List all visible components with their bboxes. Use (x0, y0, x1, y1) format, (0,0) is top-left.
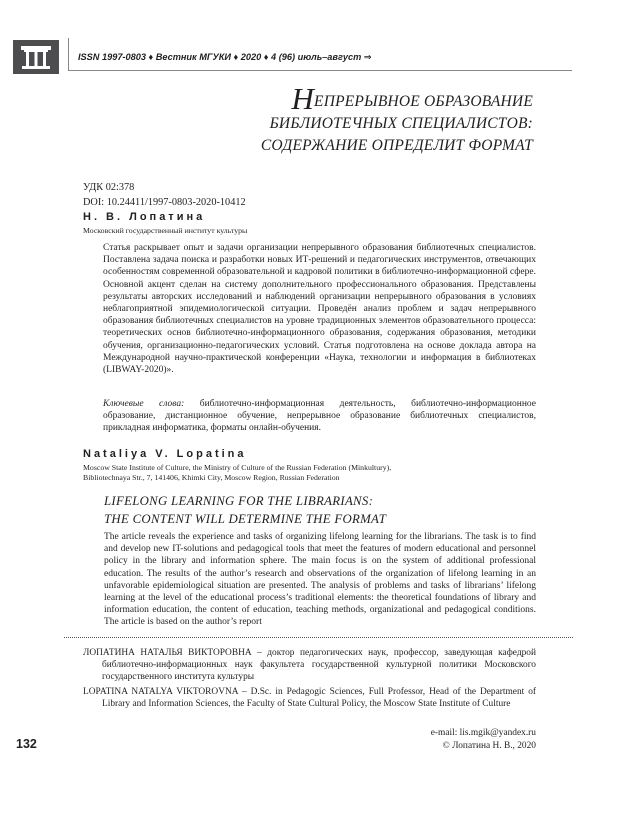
abstract-ru-text: Статья раскрывает опыт и задачи организации непрерывного образования библиотечных специалистов. Поставлена задача поиска и разработки новых ИТ-решений и педагогических инструментов, отвечающих особенностям современной образовательной и кадровой политики в библиотечно-информационной сфере. Основной акцент сделан на систему дополнительного профессионального образования. Представлены результаты авторских исследований и наблюдений организации непрерывного образования в условиях неблагоприятной эпидемиологической ситуации. Проведён анализ проблем и задач непрерывного образования библиотечных специалистов на уровне традиционных элементов образовательного процесса: теоретических основ библиотечно-информационного образования, содержания образования, методики обучения, организационно-педагогических условий. Статья подготовлена на основе доклада автора на Международной научно-практической конференции «Наука, технологии и информация в библиотеках (LIBWAY-2020)». (103, 243, 536, 376)
article-title-en (104, 493, 386, 528)
keywords-ru (103, 398, 536, 435)
author-bio-en: LOPATINA NATALYA VIKTOROVNA – D.Sc. in Pedagogic Sciences, Full Professor, Head of the Department of Library and Information Sciences, the Faculty of State Cultural Policy, the Moscow State Institute of Culture (83, 687, 536, 710)
title-line-2: БИБЛИОТЕЧНЫХ СПЕЦИАЛИСТОВ: (269, 115, 533, 132)
author-name-ru: Н. В. Лопатина (83, 211, 206, 223)
title-en-line-2: THE CONTENT WILL DETERMINE THE FORMAT (104, 511, 387, 526)
abstract-en: The article reveals the experience and tasks of organizing lifelong learning for the librarians. The task is to find and develop new IT-solutions and pedagogical tools that meet the features of modern educational and personnel policy in the library and information sphere. The main focus is on the system of additional professional education. The results of the author’s research and observations of the organization of lifelong learning in an unfavorable epidemiological situation are presented. The analysis of problems and tasks of librarians’ lifelong learning at the level of the educational process’s traditional elements: the theoretical foundations of library and information education, the content of education, teaching methods, organizational and pedagogical conditions. The article is based on the author’s report (104, 532, 536, 628)
title-line-1: НЕПРЕРЫВНОЕ ОБРАЗОВАНИЕ (291, 81, 533, 116)
title-en-line-1: LIFELONG LEARNING FOR THE LIBRARIANS: (104, 494, 374, 508)
doi: DOI: 10.24411/1997-0803-2020-10412 (83, 196, 246, 208)
udk-code: УДК 02:378 (83, 182, 135, 193)
keywords-label: Ключевые слова: (103, 399, 185, 409)
contact-block (431, 727, 536, 752)
title-dropcap: Н (291, 81, 315, 116)
article-title-ru (260, 81, 533, 157)
header-rule (68, 70, 572, 71)
author-affiliation-ru: Московский государственный институт культуры (83, 226, 248, 235)
title-line-3: СОДЕРЖАНИЕ ОПРЕДЕЛИТ ФОРМАТ (260, 137, 533, 154)
header-rule-vertical (68, 38, 69, 71)
author-name-en: Nataliya V. Lopatina (83, 448, 247, 460)
author-affiliation-en: Moscow State Institute of Culture, the Ministry of Culture of the Russian Federation (Minkulturу), Bibliotechnaya Str., 7, 141406, Khimki City, Moscow Region, Russian Federation (83, 463, 392, 482)
keywords-text: библиотечно-информационная деятельность, библиотечно-информационное образование, дистанционное обучение, непрерывное образование библиотечных специалистов, прикладная информатика, форматы онлайн-обучения. (103, 399, 537, 434)
page-number: 132 (16, 737, 37, 751)
copyright: © Лопатина Н. В., 2020 (442, 740, 536, 751)
author-email: e-mail: lis.mgik@yandex.ru (430, 728, 536, 738)
author-bio-ru: ЛОПАТИНА НАТАЛЬЯ ВИКТОРОВНА – доктор педагогических наук, профессор, заведующая кафедрой библиотечно-информационных наук факультета государственной культурной политики Московского государственного института культуры (83, 648, 536, 683)
footnote-separator (64, 637, 573, 638)
journal-logo (13, 40, 59, 74)
udk-doi-block (83, 181, 246, 210)
abstract-ru (103, 242, 536, 376)
running-header: ISSN 1997-0803 ♦ Вестник МГУКИ ♦ 2020 ♦ 4 (96) июль–август ⇒ (78, 52, 372, 62)
